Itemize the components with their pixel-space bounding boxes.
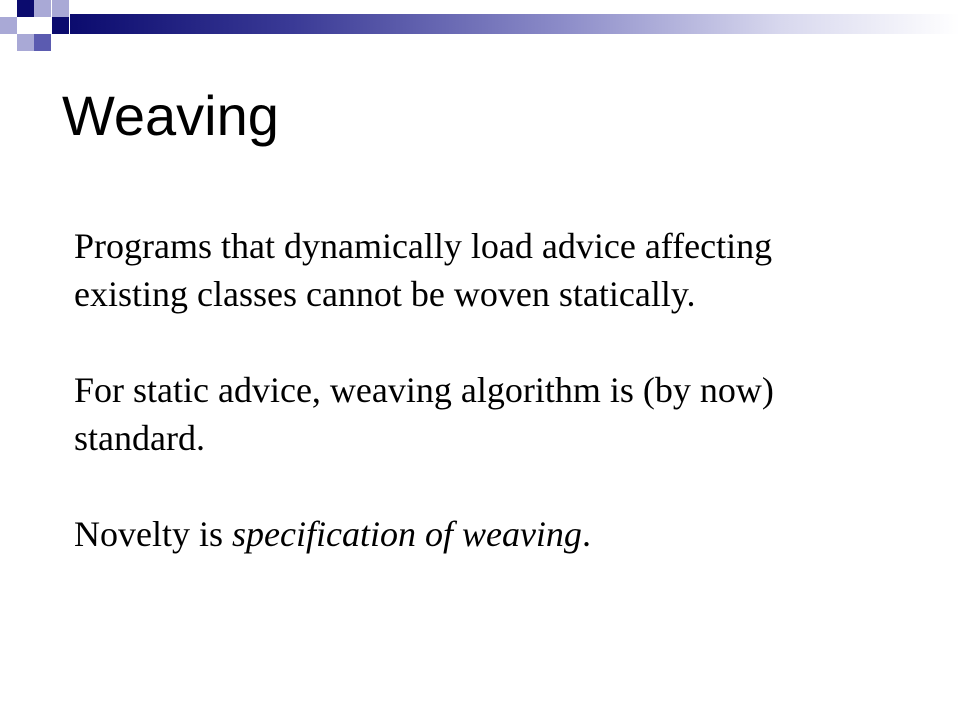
corner-square-decoration [34,34,51,51]
paragraph-novelty [74,510,934,558]
corner-square-decoration [52,0,69,17]
novelty-emphasis: specification of weaving [232,514,582,554]
novelty-suffix: . [581,514,591,554]
corner-square-decoration [0,17,17,34]
slide-body [74,222,934,558]
corner-square-decoration [17,0,34,17]
paragraph-line: Programs that dynamically load advice affecting [74,226,773,266]
header-gradient-bar [70,14,960,34]
paragraph-line: For static advice, weaving algorithm is (by now) [74,370,774,410]
paragraph-dynamic-advice [74,222,934,318]
paragraph-line: existing classes cannot be woven statically. [74,274,696,314]
corner-square-decoration [34,17,51,34]
paragraph-line: standard. [74,418,205,458]
corner-square-decoration [52,17,69,34]
corner-square-decoration [17,34,34,51]
paragraph-static-advice [74,366,934,462]
corner-square-decoration [34,0,51,17]
slide-title: Weaving [62,84,279,147]
novelty-prefix: Novelty is [74,514,232,554]
